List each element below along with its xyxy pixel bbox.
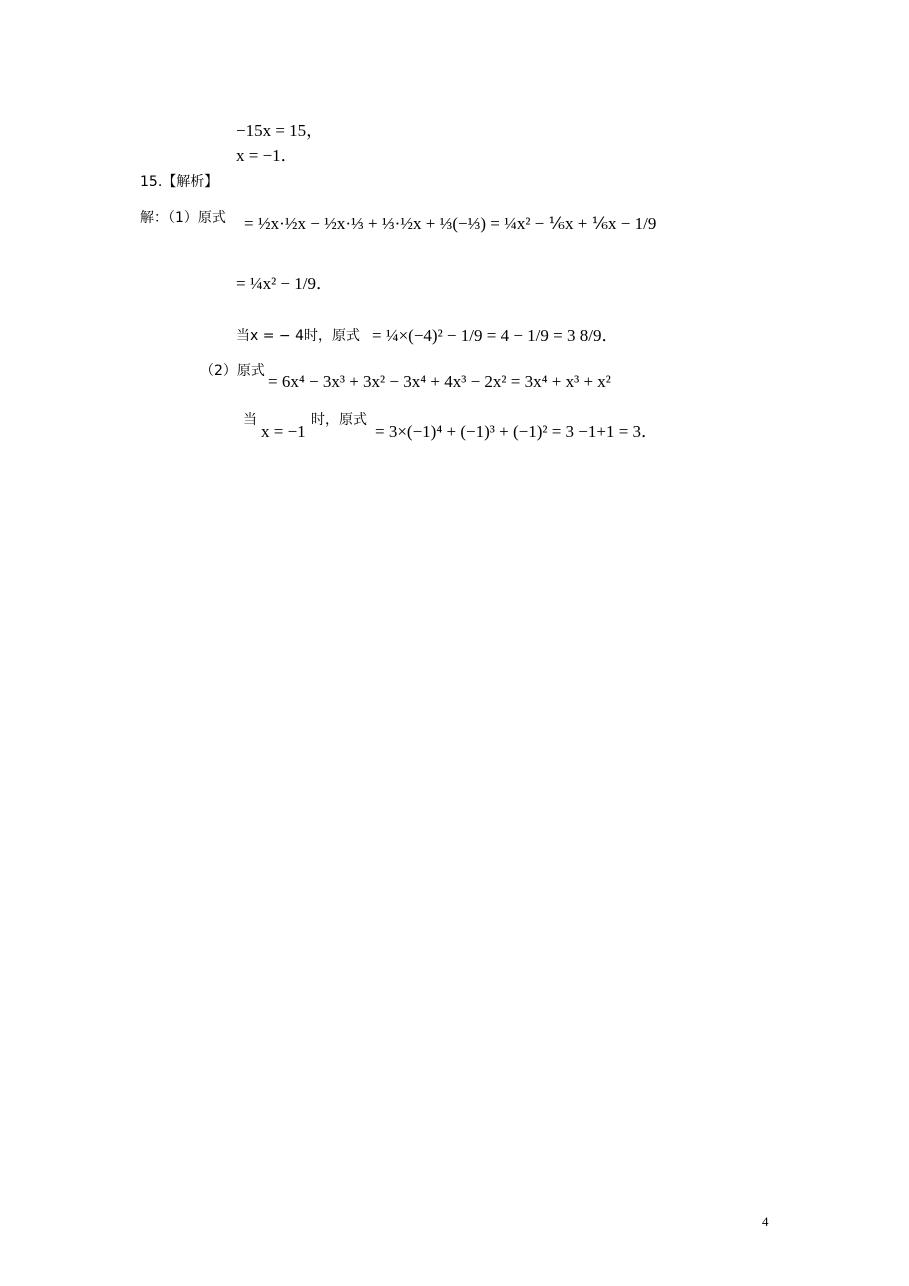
page-number: 4	[762, 1214, 769, 1229]
part2-label: （2）原式	[200, 363, 265, 379]
part1-substitution: = ¼×(−4)² − 1/9 = 4 − 1/9 = 3 8/9．	[372, 326, 619, 345]
part1-result: = ¼x² − 1/9．	[236, 274, 333, 293]
problem-heading: 15.【解析】	[140, 174, 219, 190]
part1-expansion: = ½x·½x − ½x·⅓ + ⅓·½x + ⅓(−⅓) = ¼x² − ⅙x + ⅙x − 1/9	[244, 214, 657, 233]
equation-line-1: −15x = 15，	[236, 121, 324, 140]
part2-expansion: = 6x⁴ − 3x³ + 3x² − 3x⁴ + 4x³ − 2x² = 3x⁴ + x³ + x²	[268, 372, 611, 391]
part2-shi-label: 时，原式	[311, 412, 367, 428]
part1-label: 解：（1）原式	[140, 210, 226, 226]
part1-substitution-label: 当x = − 4时，原式	[236, 328, 361, 344]
part2-dang: 当	[243, 412, 257, 428]
part2-substitution: = 3×(−1)⁴ + (−1)³ + (−1)² = 3 −1+1 = 3．	[375, 422, 659, 441]
equation-line-2: x = −1．	[236, 146, 298, 165]
part2-x-value: x = −1	[261, 422, 306, 441]
